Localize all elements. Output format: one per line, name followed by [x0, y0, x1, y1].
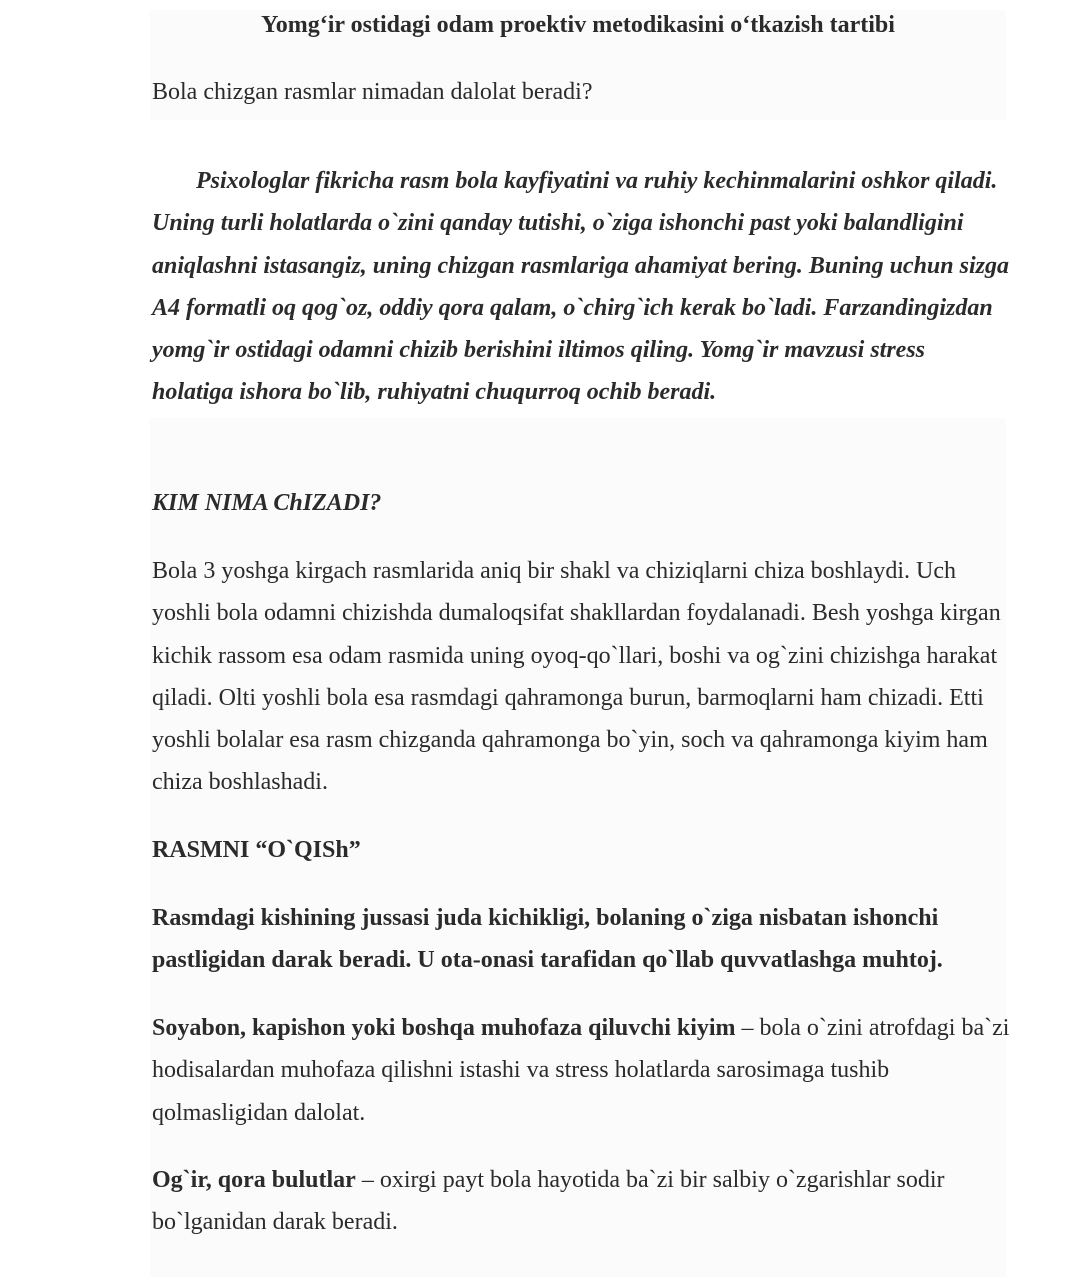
intro-paragraph [152, 160, 1012, 414]
document-title: Yomg‘ir ostidagi odam proektiv metodikasini o‘tkazish tartibi [261, 12, 895, 38]
question-line: Bola chizgan rasmlar nimadan dalolat beradi? [152, 79, 593, 105]
section-heading-kim-nima-chizadi: KIM NIMA ChIZADI? [152, 490, 382, 516]
dark-clouds-description: – oxirgi payt bola hayotida ba`zi bir salbiy o`zgarishlar sodir bo`lganidan darak beradi. [152, 1167, 945, 1236]
intro-text: Psixologlar fikricha rasm bola kayfiyatini va ruhiy kechinmalarini oshkor qiladi. Uning turli holatlarda o`zini qanday tutishi, o`ziga ishonchi past yoki balandligini aniqlashni istasangiz, uning chizgan rasmlariga ahamiyat bering. Buning uchun sizga A4 formatli oq qog`oz, oddiy qora qalam, o`chirg`ich kerak bo`ladi. Farzandingizdan yomg`ir ostidagi odamni chizib berishini iltimos qiling. Yomg`ir mavzusi stress holatiga ishora bo`lib, ruhiyatni chuqurroq ochib beradi. [152, 168, 1009, 406]
dark-clouds-paragraph [152, 1159, 1012, 1244]
umbrella-term: Soyabon, kapishon yoki boshqa muhofaza qiluvchi kiyim [152, 1015, 736, 1041]
umbrella-paragraph [152, 1007, 1012, 1134]
dark-clouds-term: Og`ir, qora bulutlar [152, 1167, 356, 1193]
figure-size-paragraph: Rasmdagi kishining jussasi juda kichikligi, bolaning o`ziga nisbatan ishonchi pastligidan darak beradi. U ota-onasi tarafidan qo`llab quvvatlashga muhtoj. [152, 905, 943, 974]
age-drawing-paragraph: Bola 3 yoshga kirgach rasmlarida aniq bir shakl va chiziqlarni chiza boshlaydi. Uch yoshli bola odamni chizishda dumaloqsifat shakllardan foydalanadi. Besh yoshga kirgan kichik rassom esa odam rasmida uning oyoq-qo`llari, boshi va og`zini chizishga harakat qiladi. Olti yoshli bola esa rasmdagi qahramonga burun, barmoqlarni ham chizadi. Etti yoshli bolalar esa rasm chizganda qahramonga bo`yin, soch va qahramonga kiyim ham chiza boshlashadi. [152, 558, 1001, 796]
section-heading-rasmni-oqish: RASMNI “O`QISh” [152, 837, 361, 863]
umbrella-description: – bola o`zini atrofdagi ba`zi hodisalardan muhofaza qilishni istashi va stress holatlarda sarosimaga tushib qolmasligidan dalolat. [152, 1015, 1010, 1126]
